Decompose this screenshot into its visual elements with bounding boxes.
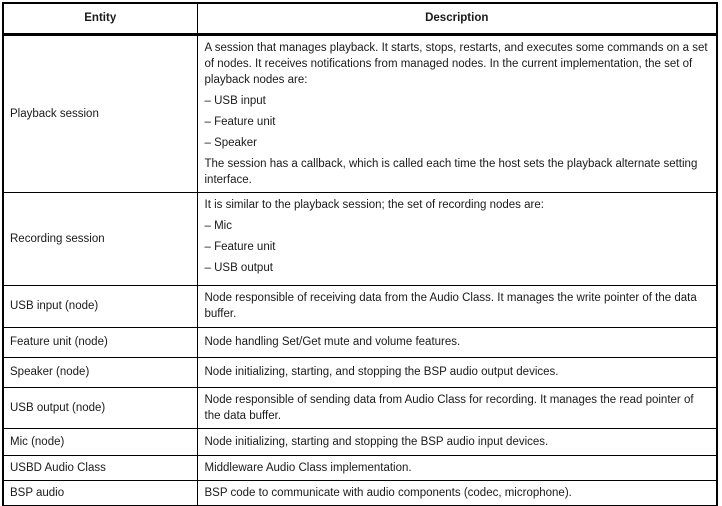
description-cell (197, 455, 717, 480)
description-cell (197, 285, 717, 327)
entity-cell: Recording session (3, 192, 197, 285)
entity-cell: USB output (node) (3, 387, 197, 428)
description-list-item: – Feature unit (204, 240, 276, 253)
table-row (3, 480, 717, 506)
description-list-item: – Speaker (204, 136, 257, 149)
description-cell (197, 480, 717, 506)
description-paragraph: Middleware Audio Class implementation. (204, 461, 412, 474)
description-list-item: – Mic (204, 219, 232, 232)
table-row (3, 327, 717, 357)
description-cell (197, 428, 717, 455)
description-list-item: – USB input (204, 94, 266, 107)
description-paragraph: A session that manages playback. It starts, stops, restarts, and executes some commands on a set of nodes. It receives notifications from managed nodes. In the current implementation, the set of playback nodes are: (204, 41, 708, 86)
entity-cell: USB input (node) (3, 285, 197, 327)
entity-cell: Feature unit (node) (3, 327, 197, 357)
description-paragraph: The session has a callback, which is called each time the host sets the playback alternate setting interface. (204, 157, 698, 186)
description-paragraph: BSP code to communicate with audio components (codec, microphone). (204, 486, 572, 499)
table-row (3, 285, 717, 327)
entity-cell: Mic (node) (3, 428, 197, 455)
column-header-entity: Entity (3, 3, 197, 34)
description-paragraph: Node responsible of receiving data from the Audio Class. It manages the write pointer of the data buffer. (204, 292, 697, 320)
table-header (3, 3, 717, 34)
header-row (3, 3, 717, 34)
table-row (3, 455, 717, 480)
entity-cell: BSP audio (3, 480, 197, 506)
description-paragraph: It is similar to the playback session; the set of recording nodes are: (204, 198, 544, 211)
column-header-description: Description (197, 3, 717, 34)
entity-cell: USBD Audio Class (3, 455, 197, 480)
table-row (3, 428, 717, 455)
description-list-item: – USB output (204, 261, 273, 274)
description-paragraph: Node handling Set/Get mute and volume features. (204, 336, 461, 348)
description-paragraph: Node initializing, starting, and stopping the BSP audio output devices. (204, 366, 559, 378)
description-cell (197, 34, 717, 192)
description-paragraph: Node initializing, starting and stopping the BSP audio input devices. (204, 435, 549, 448)
table-row (3, 34, 717, 192)
entity-cell: Playback session (3, 34, 197, 192)
table-row (3, 387, 717, 428)
description-list-item: – Feature unit (204, 115, 276, 128)
description-cell (197, 357, 717, 387)
entity-cell: Speaker (node) (3, 357, 197, 387)
description-cell (197, 192, 717, 285)
description-paragraph: Node responsible of sending data from Audio Class for recording. It manages the read pointer of the data buffer. (204, 393, 694, 422)
description-cell (197, 387, 717, 428)
table-row (3, 192, 717, 285)
description-cell (197, 327, 717, 357)
table-row (3, 357, 717, 387)
table-body (3, 34, 717, 506)
entity-description-table (2, 2, 718, 506)
